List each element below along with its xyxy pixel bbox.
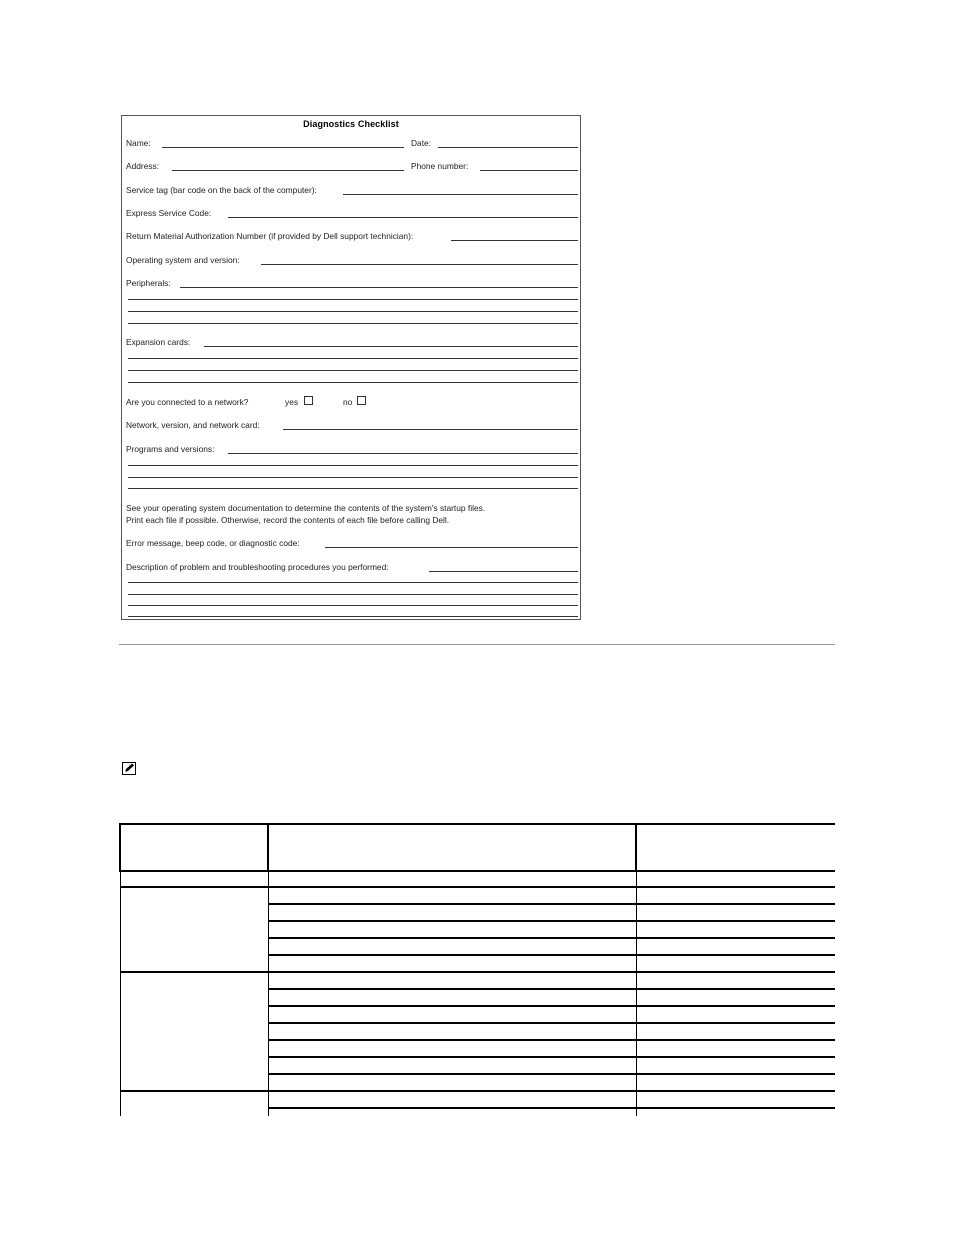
network-question-label: Are you connected to a network? xyxy=(126,397,249,407)
programs-line xyxy=(228,453,578,454)
table-row xyxy=(120,887,835,904)
peripherals-label: Peripherals: xyxy=(126,278,171,288)
table-cell xyxy=(268,1023,636,1040)
name-label: Name: xyxy=(126,138,151,148)
table-header-cell xyxy=(268,824,636,871)
table-cell xyxy=(268,904,636,921)
table-cell xyxy=(636,1108,835,1116)
no-checkbox[interactable] xyxy=(357,396,366,405)
description-line xyxy=(128,582,578,583)
table-cell xyxy=(268,871,636,887)
form-title: Diagnostics Checklist xyxy=(303,119,399,129)
table-cell xyxy=(268,1091,636,1108)
table-cell xyxy=(636,938,835,955)
no-label: no xyxy=(343,397,353,407)
date-label: Date: xyxy=(411,138,432,148)
peripherals-line xyxy=(128,323,578,324)
section-divider xyxy=(119,644,835,645)
service-tag-line xyxy=(343,194,578,195)
error-message-line xyxy=(325,547,578,548)
table-cell xyxy=(636,1074,835,1091)
startup-note-line-2: Print each file if possible. Otherwise, record the contents of each file before calling Dell. xyxy=(126,515,450,525)
error-message-label: Error message, beep code, or diagnostic code: xyxy=(126,538,300,548)
programs-label: Programs and versions: xyxy=(126,444,215,454)
os-line xyxy=(261,264,578,265)
table-cell xyxy=(636,989,835,1006)
expansion-line xyxy=(128,370,578,371)
network-card-label: Network, version, and network card: xyxy=(126,420,260,430)
yes-checkbox[interactable] xyxy=(304,396,313,405)
expansion-line xyxy=(204,346,578,347)
peripherals-line xyxy=(128,311,578,312)
table-cell xyxy=(268,887,636,904)
description-label: Description of problem and troubleshooting procedures you performed: xyxy=(126,562,389,572)
table-cell xyxy=(636,1040,835,1057)
peripherals-line xyxy=(180,287,578,288)
table-group-cell xyxy=(120,972,268,1091)
table-cell xyxy=(636,972,835,989)
table-header-cell xyxy=(120,824,268,871)
table-cell xyxy=(636,887,835,904)
table-cell xyxy=(636,871,835,887)
address-label: Address: xyxy=(126,161,160,171)
table-header-row xyxy=(120,824,835,871)
address-line xyxy=(172,170,404,171)
express-code-line xyxy=(228,217,578,218)
table-cell xyxy=(268,1006,636,1023)
table-cell xyxy=(268,1057,636,1074)
expansion-line xyxy=(128,358,578,359)
yes-label: yes xyxy=(285,397,299,407)
data-table xyxy=(119,823,835,1116)
table-cell xyxy=(120,871,268,887)
phone-line xyxy=(480,170,578,171)
table-cell xyxy=(636,1006,835,1023)
table-cell xyxy=(636,955,835,972)
table-row xyxy=(120,871,835,887)
table-cell xyxy=(268,1108,636,1116)
table-cell xyxy=(268,972,636,989)
programs-line xyxy=(128,477,578,478)
table-group-cell xyxy=(120,887,268,972)
description-line xyxy=(429,571,578,572)
network-card-line xyxy=(283,429,578,430)
expansion-line xyxy=(128,382,578,383)
table-group-cell xyxy=(120,1091,268,1116)
table-cell xyxy=(268,955,636,972)
table-cell xyxy=(268,938,636,955)
peripherals-line xyxy=(128,299,578,300)
pencil-note-icon xyxy=(122,762,136,775)
description-line xyxy=(128,605,578,606)
description-line xyxy=(128,616,578,617)
table-row xyxy=(120,972,835,989)
table-row xyxy=(120,1091,835,1108)
description-line xyxy=(128,594,578,595)
table-cell xyxy=(268,1074,636,1091)
express-code-label: Express Service Code: xyxy=(126,208,212,218)
os-label: Operating system and version: xyxy=(126,255,240,265)
diagnostics-checklist-form xyxy=(121,115,581,620)
programs-line xyxy=(128,488,578,489)
name-line xyxy=(162,147,404,148)
table-cell xyxy=(268,989,636,1006)
date-line xyxy=(438,147,578,148)
startup-note-line-1: See your operating system documentation to determine the contents of the system's startup files. xyxy=(126,503,486,513)
table-cell xyxy=(636,1091,835,1108)
table-cell xyxy=(636,904,835,921)
rma-label: Return Material Authorization Number (if provided by Dell support technician): xyxy=(126,231,414,241)
service-tag-label: Service tag (bar code on the back of the computer): xyxy=(126,185,317,195)
table-cell xyxy=(636,921,835,938)
table-cell xyxy=(268,921,636,938)
rma-line xyxy=(451,240,578,241)
table-cell xyxy=(636,1057,835,1074)
programs-line xyxy=(128,465,578,466)
expansion-label: Expansion cards: xyxy=(126,337,191,347)
phone-label: Phone number: xyxy=(411,161,469,171)
table-header-cell xyxy=(636,824,835,871)
table-cell xyxy=(268,1040,636,1057)
table-cell xyxy=(636,1023,835,1040)
